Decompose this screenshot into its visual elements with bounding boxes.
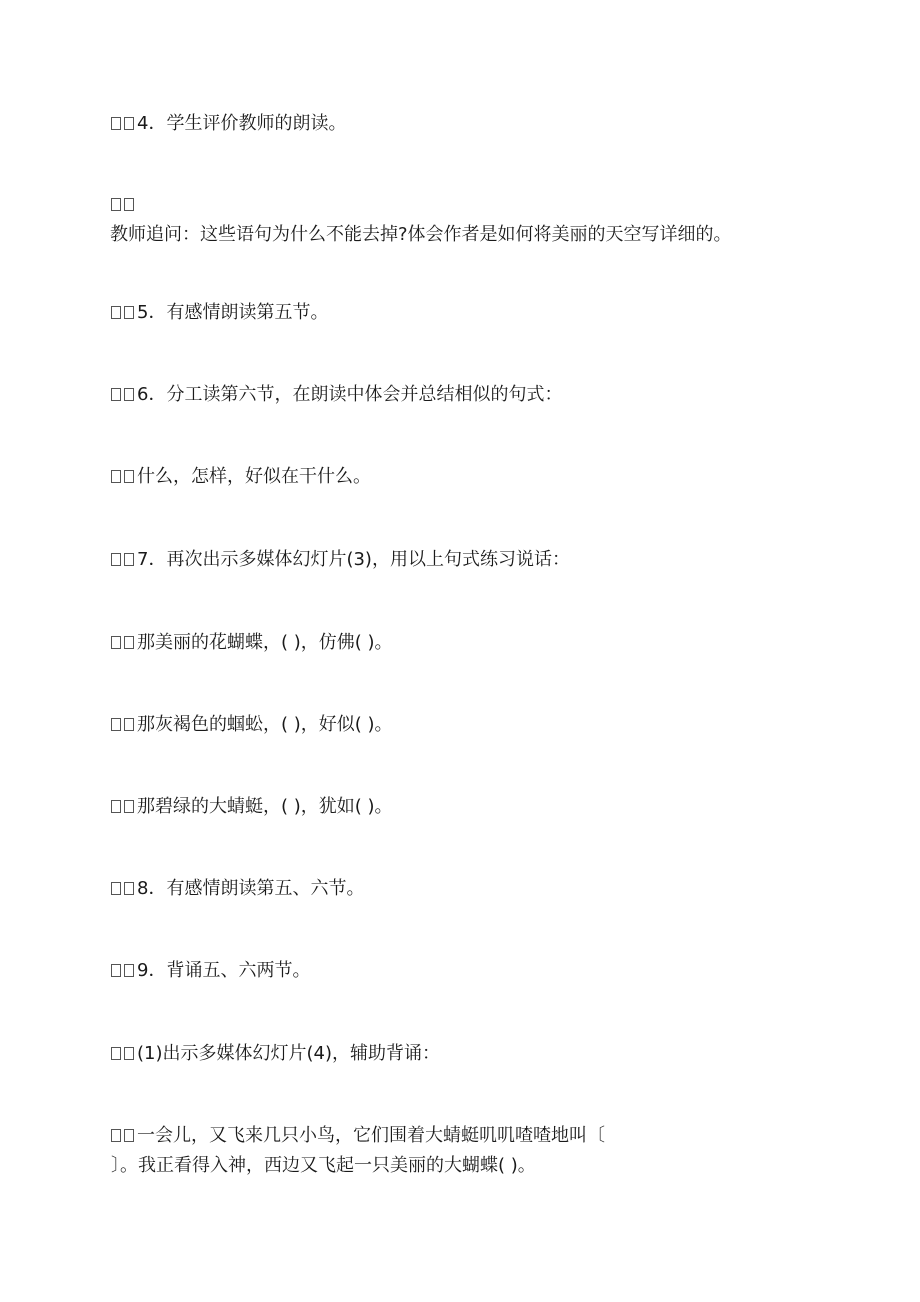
- indent-box-icon: [124, 636, 134, 649]
- line-text: 那碧绿的大蜻蜓，( )，犹如( )。: [137, 796, 393, 817]
- indent-box-icon: [124, 198, 134, 211]
- line-text: 4．学生评价教师的朗读。: [137, 113, 347, 134]
- paragraph-line: [110, 220, 811, 250]
- paragraph-line: [111, 874, 811, 904]
- paragraph-item-9: [111, 956, 811, 986]
- paragraph-item-4: [111, 109, 811, 139]
- indent-box-icon: [124, 800, 134, 813]
- indent-box-icon: [111, 553, 121, 566]
- indent-box-icon: [124, 306, 134, 319]
- indent-box-icon: [124, 470, 134, 483]
- paragraph-line: [111, 1121, 811, 1151]
- indent-box-icon: [111, 964, 121, 977]
- paragraph-butterfly: [111, 628, 811, 658]
- indent-box-icon: [124, 1129, 134, 1142]
- paragraph-item-5: [111, 298, 811, 328]
- indent-box-icon: [124, 718, 134, 731]
- paragraph-teacher-question: [111, 190, 811, 250]
- indent-box-icon: [124, 553, 134, 566]
- paragraph-line: [111, 190, 811, 220]
- line-text: 教师追问：这些语句为什么不能去掉?体会作者是如何将美丽的天空写详细的。: [110, 224, 732, 245]
- paragraph-cricket: [111, 710, 811, 740]
- indent-box-icon: [111, 882, 121, 895]
- paragraph-line: [111, 710, 811, 740]
- line-text: (1)出示多媒体幻灯片(4)，辅助背诵：: [137, 1043, 440, 1064]
- line-text: 6．分工读第六节，在朗读中体会并总结相似的句式：: [137, 384, 563, 405]
- paragraph-dragonfly: [111, 792, 811, 822]
- indent-box-icon: [111, 198, 121, 211]
- line-text: 9．背诵五、六两节。: [137, 960, 311, 981]
- indent-box-icon: [111, 636, 121, 649]
- paragraph-item-9-1: [111, 1039, 811, 1069]
- paragraph-line: [111, 1039, 811, 1069]
- paragraph-item-6: [111, 380, 811, 410]
- indent-box-icon: [124, 882, 134, 895]
- indent-box-icon: [111, 718, 121, 731]
- indent-box-icon: [124, 964, 134, 977]
- paragraph-line: [111, 462, 811, 492]
- line-text: 什么，怎样，好似在干什么。: [137, 466, 371, 487]
- line-text: 8．有感情朗读第五、六节。: [137, 878, 365, 899]
- paragraph-line: [111, 1151, 811, 1181]
- paragraph-line: [111, 545, 811, 575]
- paragraph-line: [111, 298, 811, 328]
- line-text: 那灰褐色的蝈蚣，( )，好似( )。: [137, 714, 393, 735]
- indent-box-icon: [111, 1129, 121, 1142]
- line-text: 〕。我正看得入神，西边又飞起一只美丽的大蝴蝶( )。: [111, 1155, 536, 1176]
- indent-box-icon: [111, 117, 121, 130]
- indent-box-icon: [124, 117, 134, 130]
- paragraph-item-8: [111, 874, 811, 904]
- paragraph-line: [111, 792, 811, 822]
- indent-box-icon: [111, 800, 121, 813]
- indent-box-icon: [111, 388, 121, 401]
- indent-box-icon: [111, 306, 121, 319]
- line-text: 一会儿，又飞来几只小鸟，它们围着大蜻蜓叽叽喳喳地叫〔: [137, 1125, 605, 1146]
- line-text: 那美丽的花蝴蝶，( )，仿佛( )。: [137, 632, 393, 653]
- line-text: 5．有感情朗读第五节。: [137, 302, 329, 323]
- paragraph-line: [111, 109, 811, 139]
- paragraph-recite-text: [111, 1121, 811, 1181]
- paragraph-line: [111, 956, 811, 986]
- line-text: 7．再次出示多媒体幻灯片(3)，用以上句式练习说话：: [137, 549, 570, 570]
- paragraph-item-7: [111, 545, 811, 575]
- paragraph-sentence-pattern: [111, 462, 811, 492]
- indent-box-icon: [111, 1047, 121, 1060]
- indent-box-icon: [111, 470, 121, 483]
- paragraph-line: [111, 628, 811, 658]
- paragraph-line: [111, 380, 811, 410]
- indent-box-icon: [124, 1047, 134, 1060]
- indent-box-icon: [124, 388, 134, 401]
